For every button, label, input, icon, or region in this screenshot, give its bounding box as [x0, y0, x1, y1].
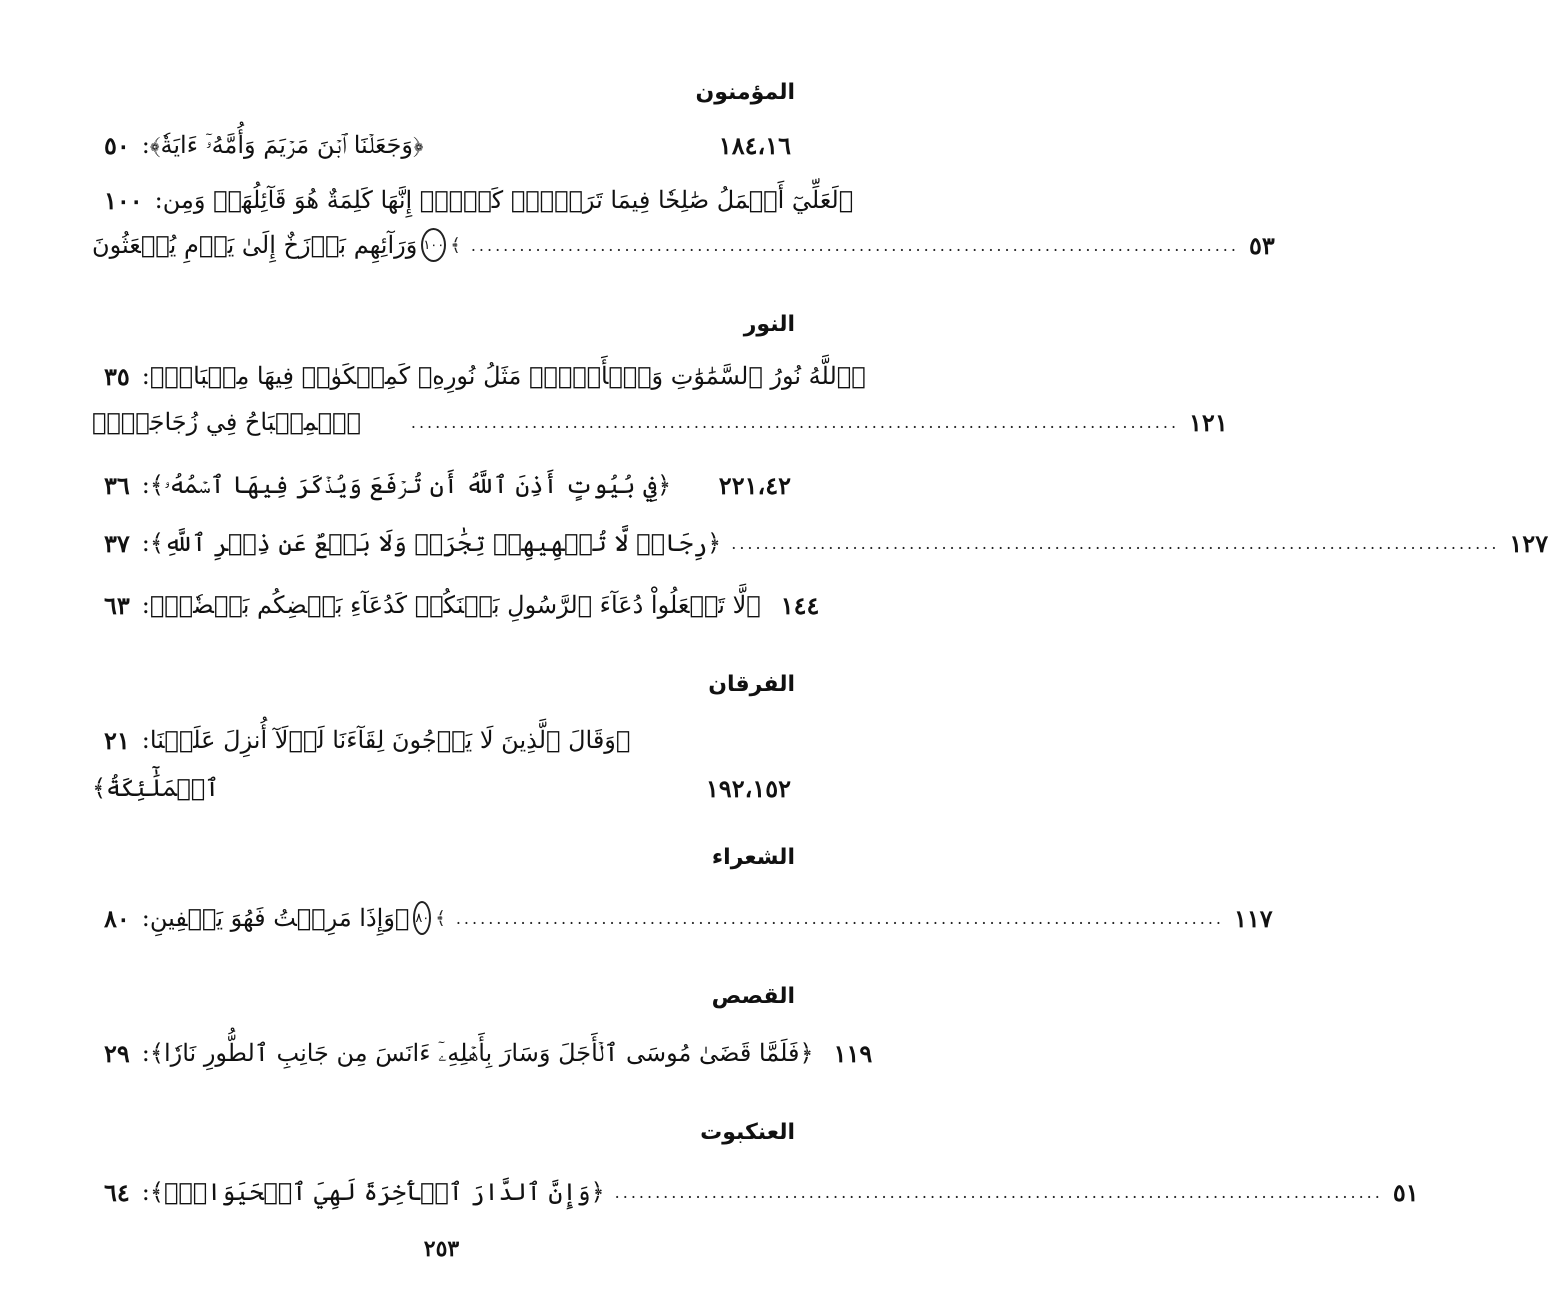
leader-dots: ...............................................................................................: [614, 1182, 1383, 1202]
leader-dots: ...............................................................................................: [455, 908, 1225, 928]
verse-text: ﴿وَقَالَ ٱلَّذِينَ لَا يَرۡجُونَ لِقَآءَنَا لَوۡلَآ أُنزِلَ عَلَيۡنَا: [149, 726, 631, 754]
index-entry: ٦٤ : ﴿وَإِنَّ ٱلدَّارَ ٱلۡأٓخِرَةَ لَهِيَ ٱلۡحَيَوَانُۚ﴾ ............................................................................................... ٥١: [104, 1177, 1419, 1207]
verse-text: ﴿لَّا تَجۡعَلُواْ دُعَآءَ ٱلرَّسُولِ بَيۡنَكُمۡ كَدُعَآءِ بَعۡضِكُم بَعۡضٗاۚ﴾: [149, 591, 761, 619]
ayah-number-mark: ١٠٠: [421, 228, 446, 262]
page-reference: ١٢١: [1189, 407, 1228, 437]
index-entry: ٣٧ : ﴿رِجَالٞ لَّا تُلۡهِيهِمۡ تِجَٰرَةٞ وَلَا بَيۡعٌ عَن ذِكۡرِ ٱللَّهِ﴾ ............................................................................................... ١٢٧: [104, 528, 1548, 558]
surah-heading: الفرقان: [708, 672, 795, 697]
verse-text: ﴿فَلَمَّا قَضَىٰ مُوسَى ٱلۡأَجَلَ وَسَارَ بِأَهۡلِهِۦٓ ءَانَسَ مِن جَانِبِ ٱلطُّورِ نَارٗا﴾: [149, 1039, 814, 1067]
page-reference: ١٨٤،١٦: [718, 130, 791, 160]
verse-number: ٥٠: [104, 130, 130, 160]
surah-heading: الشعراء: [711, 845, 795, 870]
page-reference: ١١٧: [1234, 903, 1273, 933]
index-entry: ٣٥ : ﴿ٱللَّهُ نُورُ ٱلسَّمَٰوَٰتِ وَٱلۡأَرۡضِۚ مَثَلُ نُورِهِۦ كَمِشۡكَوٰةٖ فِيهَا مِصۡبَاحٌۖ: [104, 361, 866, 391]
verse-number: ٣٦: [104, 470, 130, 500]
verse-text: ﴿لَعَلِّيٓ أَعۡمَلُ صَٰلِحٗا فِيمَا تَرَكۡتُۚ كَلَّآۚ إِنَّهَا كَلِمَةٌ هُوَ قَآئِلُهَاۖ وَمِن: [162, 186, 854, 214]
page-reference: ٢٢١،٤٢: [718, 470, 791, 500]
verse-text: ﴿ٱللَّهُ نُورُ ٱلسَّمَٰوَٰتِ وَٱلۡأَرۡضِۚ مَثَلُ نُورِهِۦ كَمِشۡكَوٰةٖ فِيهَا مِصۡبَاحٌۖ: [149, 362, 866, 390]
page-reference: ٥١: [1392, 1177, 1419, 1207]
index-entry-continuation: [92, 402, 1228, 442]
index-entry: ٢١ : ﴿وَقَالَ ٱلَّذِينَ لَا يَرۡجُونَ لِقَآءَنَا لَوۡلَآ أُنزِلَ عَلَيۡنَا: [104, 725, 631, 755]
verse-text: ٱلۡمِصۡبَاحُ فِي زُجَاجَةٍۖ﴾: [92, 408, 361, 436]
surah-heading: النور: [743, 312, 795, 337]
surah-heading: المؤمنون: [695, 80, 795, 105]
verse-text: ﴿فِي بُيُوتٍ أَذِنَ ٱللَّهُ أَن تُرۡفَعَ وَيُذۡكَرَ فِيهَا ٱسۡمُهُۥ﴾: [149, 471, 672, 499]
verse-number: ٣٥: [104, 361, 130, 391]
page-reference: ١٩٢،١٥٢: [705, 773, 791, 803]
verse-text: ﴿وَجَعَلۡنَا ٱبۡنَ مَرۡيَمَ وَأُمَّهُۥٓ ءَايَةٗ﴾: [149, 131, 424, 159]
verse-text: ٱلۡمَلَٰٓئِكَةُ﴾: [92, 774, 220, 802]
page-reference: ١٤٤: [780, 590, 820, 620]
page-reference: ١٢٧: [1509, 528, 1548, 558]
index-entry: ٥٠ : ﴿وَجَعَلۡنَا ٱبۡنَ مَرۡيَمَ وَأُمَّهُۥٓ ءَايَةٗ﴾ ١٨٤،١٦: [104, 130, 791, 160]
leader-dots: ...............................................................................................: [470, 235, 1239, 255]
verse-number: ٣٧: [104, 528, 130, 558]
page-reference: ٥٣: [1248, 230, 1275, 260]
leader-dots: ...............................................................................................: [410, 412, 1180, 432]
index-entry: ١٠٠ : ﴿لَعَلِّيٓ أَعۡمَلُ صَٰلِحٗا فِيمَا تَرَكۡتُۚ كَلَّآۚ إِنَّهَا كَلِمَةٌ هُوَ قَآئِلُهَاۖ وَمِن: [104, 185, 854, 215]
index-entry: ٨٠ : ﴿وَإِذَا مَرِضۡتُ فَهُوَ يَشۡفِينِ ٨٠ ﴾ ............................................................................................... ١١٧: [92, 898, 791, 938]
verse-text: ﴿وَإِذَا مَرِضۡتُ فَهُوَ يَشۡفِينِ: [149, 904, 410, 932]
verse-number: ٢١: [104, 725, 130, 755]
page-number: ٢٥٣: [423, 1236, 460, 1262]
verse-number: ٨٠: [104, 903, 130, 933]
page-reference: ١١٩: [833, 1038, 873, 1068]
verse-text: ﴿رِجَالٞ لَّا تُلۡهِيهِمۡ تِجَٰرَةٞ وَلَا بَيۡعٌ عَن ذِكۡرِ ٱللَّهِ﴾: [149, 529, 722, 557]
index-entry-continuation: وَرَآئِهِم بَرۡزَخٌ إِلَىٰ يَوۡمِ يُبۡعَثُونَ ١٠٠ ﴾ ............................................................................................... ٥٣: [92, 225, 791, 265]
verse-text: ﴿وَإِنَّ ٱلدَّارَ ٱلۡأٓخِرَةَ لَهِيَ ٱلۡحَيَوَانُۚ﴾: [149, 1178, 605, 1206]
verse-number: ٦٤: [104, 1177, 130, 1207]
surah-heading: القصص: [711, 984, 795, 1009]
leader-dots: ...............................................................................................: [731, 533, 1500, 553]
index-entry-continuation: [92, 768, 791, 808]
verse-text: وَرَآئِهِم بَرۡزَخٌ إِلَىٰ يَوۡمِ يُبۡعَثُونَ: [92, 231, 418, 259]
verse-number: ٢٩: [104, 1038, 130, 1068]
index-entry: ٢٩ : ﴿فَلَمَّا قَضَىٰ مُوسَى ٱلۡأَجَلَ وَسَارَ بِأَهۡلِهِۦٓ ءَانَسَ مِن جَانِبِ ٱلطُّورِ نَارٗا﴾ ١١٩: [104, 1038, 873, 1068]
index-entry: ٦٣ : ﴿لَّا تَجۡعَلُواْ دُعَآءَ ٱلرَّسُولِ بَيۡنَكُمۡ كَدُعَآءِ بَعۡضِكُم بَعۡضٗاۚ﴾ ١٤٤: [104, 590, 820, 620]
verse-number: ١٠٠: [104, 185, 143, 215]
index-entry: ٣٦ : ﴿فِي بُيُوتٍ أَذِنَ ٱللَّهُ أَن تُرۡفَعَ وَيُذۡكَرَ فِيهَا ٱسۡمُهُۥ﴾ ٢٢١،٤٢: [104, 470, 791, 500]
ayah-number-mark: ٨٠: [413, 901, 431, 935]
surah-heading: العنكبوت: [700, 1120, 795, 1145]
verse-number: ٦٣: [104, 590, 130, 620]
